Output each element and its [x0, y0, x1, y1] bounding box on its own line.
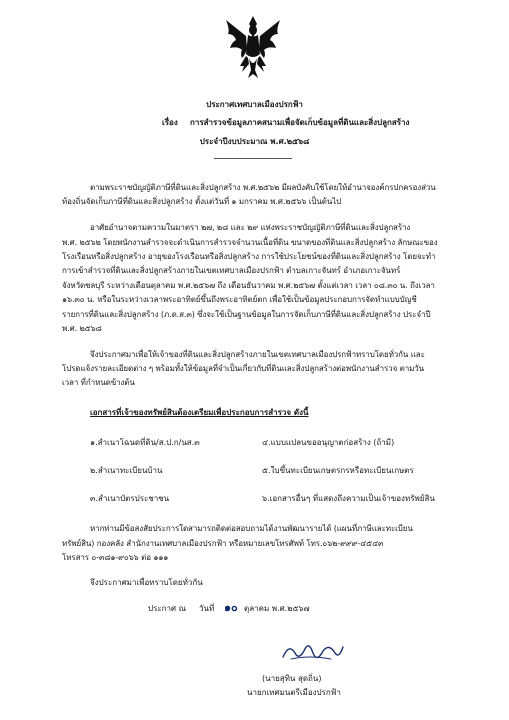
p3-line-2: โปรดแจ้งรายละเอียดต่าง ๆ พร้อมทั้งให้ข้อมูลที่จำเป็นเกี่ยวกับที่ดินและสิ่งปลูกสร้างต่อพนักงานสำรวจ ตามวัน [62, 364, 425, 373]
document-item-5: ๕.ใบขึ้นทะเบียนเกษตรกรหรือทะเบียนเกษตร [262, 466, 414, 475]
p3-line-3: เวลา ที่กำหนดข้างต้น [62, 378, 135, 387]
title-divider [214, 158, 292, 159]
p1-line-2: ท้องถิ่นจัดเก็บภาษีที่ดินและสิ่งปลูกสร้าง ตั้งแต่วันที่ ๑ มกราคม พ.ศ.๒๕๖๖ เป็นต้นไป [62, 197, 342, 206]
contact-line-2: ทรัพย์สิน) กองคลัง สำนักงานเทศบาลเมืองปรกฟ้า หรือหมายเลขโทรศัพท์ โทร.๐๖๒-๙๙๙-๔๕๔๓ [62, 539, 384, 548]
date-month-year: ตุลาคม พ.ศ.๒๕๖๗ [244, 604, 310, 613]
org-title: ประกาศเทศบาลเมืองปรกฟ้า [206, 100, 303, 109]
date-day-label: วันที่ [199, 604, 215, 613]
contact-line-3: โทรสาร ๐-๓๘๑-๙๐๖๖ ต่อ ๑๑๑ [62, 553, 169, 562]
document-item-1: ๑.สำเนาโฉนดที่ดิน/ส.ป.ก/นส.๓ [90, 438, 200, 447]
subject-text: การสำรวจข้อมูลภาคสนามเพื่อจัดเก็บข้อมูลที่ดินและสิ่งปลูกสร้าง [190, 118, 410, 127]
p2-line-1: อาศัยอำนาจตามความในมาตรา ๒๗, ๒๘ และ ๒๙ แห่งพระราชบัญญัติภาษีที่ดินและสิ่งปลูกสร้าง [90, 223, 411, 232]
p2-line-3: โรงเรือนหรือสิ่งปลูกสร้าง อายุของโรงเรือนหรือสิ่งปลูกสร้าง การใช้ประโยชน์ของที่ดินและสิ่งปลูกสร้าง โดยจะทำ [62, 252, 436, 261]
garuda-emblem [222, 14, 284, 82]
p2-line-2: พ.ศ. ๒๕๖๒ โดยพนักงานสำรวจจะดำเนินการสำรวจจำนวนเนื้อที่ดิน ขนาดของที่ดินและสิ่งปลูกสร้าง ลักษณะของ [62, 238, 438, 247]
subject-label: เรื่อง [162, 118, 178, 127]
closing-text: จึงประกาศมาเพื่อทราบโดยทั่วกัน [90, 578, 203, 587]
p3-line-1: จึงประกาศมาเพื่อให้เจ้าของที่ดินและสิ่งปลูกสร้างภายในเขตเทศบาลเมืองปรกฟ้าทราบโดยทั่วกัน และ [90, 350, 425, 359]
date-announced-at: ประกาศ ณ [148, 604, 187, 613]
signer-name: (นายสุทิน สุดถิ่น) [262, 674, 322, 683]
document-item-6: ๖.เอกสารอื่นๆ ที่แสดงถึงความเป็นเจ้าของทรัพย์สิน [262, 494, 435, 503]
p2-line-7: รายการที่ดินและสิ่งปลูกสร้าง (ภ.ด.ส.๓) ซึ่งจะใช้เป็นฐานข้อมูลในการจัดเก็บภาษีที่ดินและสิ่งปลูกสร้าง ประจำปี [62, 310, 431, 319]
contact-line-1: หากท่านมีข้อสงสัยประการใดสามารถติดต่อสอบถามได้งานพัฒนารายได้ (แผนที่ภาษีและทะเบียน [90, 524, 413, 533]
p2-line-4: การเข้าสำรวจที่ดินและสิ่งปลูกสร้างภายในเขตเทศบาลเมืองปรกฟ้า ตำบลเกาะจันทร์ อำเภอเกาะจันทร์ [62, 266, 401, 275]
document-item-2: ๒.สำเนาทะเบียนบ้าน [90, 466, 163, 475]
signer-position: นายกเทศมนตรีเมืองปรกฟ้า [247, 688, 341, 697]
document-item-4: ๔.แบบแปลนขออนุญาตก่อสร้าง (ถ้ามี) [262, 438, 395, 447]
date-day-handwritten: ๑๐ [224, 601, 238, 614]
documents-heading: เอกสารที่เจ้าของทรัพย์สินต้องเตรียมเพื่อประกอบการสำรวจ ดังนี้ [90, 408, 309, 417]
p2-line-6: ๑๖.๓๐ น. หรือในระหว่างเวลาพระอาทิตย์ขึ้นถึงพระอาทิตย์ตก เพื่อใช้เป็นข้อมูลประกอบการจัดทำแบบบัญชี [62, 295, 417, 304]
handwritten-signature [279, 639, 345, 665]
p1-line-1: ตามพระราชบัญญัติภาษีที่ดินและสิ่งปลูกสร้าง พ.ศ.๒๕๖๒ มีผลบังคับใช้โดยให้อำนาจองค์กรปกครองส่วน [90, 183, 436, 192]
document-item-3: ๓.สำเนาบัตรประชาชน [90, 494, 170, 503]
fiscal-year: ประจำปีงบประมาณ พ.ศ.๒๕๖๘ [199, 137, 310, 146]
p2-line-5: จังหวัดชลบุรี ระหว่างเดือนตุลาคม พ.ศ.๒๕๖๗ ถึง เดือนธันวาคม พ.ศ.๒๕๖๗ ตั้งแต่เวลา เวลา ๐๘.๓๐ น. ถึงเวลา [62, 281, 435, 290]
p2-line-8: พ.ศ. ๒๕๖๘ [62, 324, 102, 333]
